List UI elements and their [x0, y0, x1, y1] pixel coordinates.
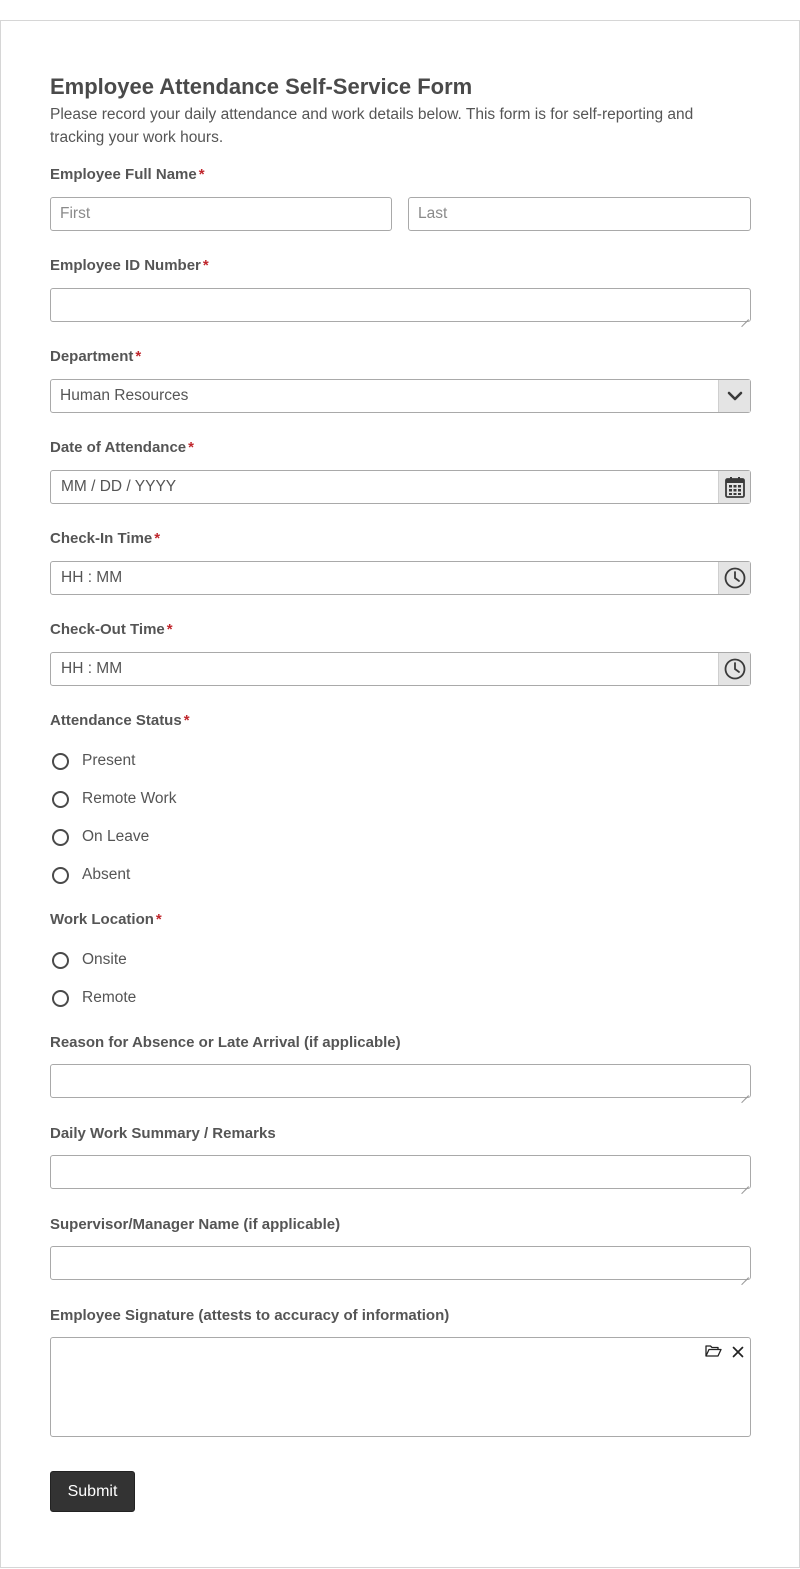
- required-marker: *: [135, 348, 142, 365]
- work-location-label-text: Work Location: [50, 911, 154, 928]
- radio-button[interactable]: [52, 753, 69, 770]
- radio-button[interactable]: [52, 867, 69, 884]
- name-label: [50, 166, 205, 183]
- check-out-label-text: Check-Out Time: [50, 621, 165, 638]
- radio-option-label: Remote Work: [82, 790, 177, 807]
- resize-handle[interactable]: [741, 312, 749, 320]
- check-in-input[interactable]: [50, 561, 751, 595]
- required-marker: *: [166, 621, 173, 638]
- calendar-button[interactable]: [718, 471, 750, 503]
- reason-field[interactable]: [50, 1064, 751, 1098]
- dropdown-toggle[interactable]: [718, 380, 750, 412]
- resize-handle[interactable]: [741, 1270, 749, 1278]
- radio-option-present[interactable]: [50, 750, 135, 772]
- radio-button[interactable]: [52, 791, 69, 808]
- check-in-time-button[interactable]: [718, 562, 750, 594]
- radio-button[interactable]: [52, 990, 69, 1007]
- date-label-text: Date of Attendance: [50, 439, 187, 456]
- calendar-icon: [725, 476, 745, 498]
- signature-label: Employee Signature (attests to accuracy of information): [50, 1307, 450, 1324]
- name-label-text: Employee Full Name: [50, 166, 197, 183]
- check-in-placeholder: HH : MM: [61, 569, 123, 586]
- supervisor-field[interactable]: [50, 1246, 751, 1280]
- department-selected-value: Human Resources: [60, 387, 189, 404]
- form-description: Please record your daily attendance and work details below. This form is for self-reporting and tracking your work hours.: [50, 106, 694, 146]
- check-out-time-button[interactable]: [718, 653, 750, 685]
- required-marker: *: [188, 439, 194, 456]
- radio-option-remote-work[interactable]: [50, 788, 176, 810]
- clock-icon: [724, 658, 746, 680]
- date-label: [50, 439, 194, 456]
- check-out-placeholder: HH : MM: [61, 660, 123, 677]
- chevron-down-icon: [727, 390, 743, 402]
- check-in-label-text: Check-In Time: [50, 530, 153, 547]
- required-marker: *: [198, 166, 205, 183]
- first-name-input[interactable]: [50, 197, 392, 231]
- last-name-placeholder: Last: [418, 205, 448, 222]
- required-marker: *: [155, 911, 162, 928]
- supervisor-label: Supervisor/Manager Name (if applicable): [50, 1216, 341, 1233]
- reason-label: Reason for Absence or Late Arrival (if applicable): [50, 1034, 401, 1051]
- resize-handle[interactable]: [741, 1179, 749, 1187]
- employee-id-label-text: Employee ID Number: [50, 257, 201, 274]
- check-out-input[interactable]: [50, 652, 751, 686]
- form-title: Employee Attendance Self-Service Form: [50, 74, 473, 99]
- required-marker: *: [183, 712, 190, 729]
- radio-option-label: On Leave: [82, 828, 150, 845]
- summary-label: Daily Work Summary / Remarks: [50, 1125, 276, 1142]
- radio-option-absent[interactable]: [50, 864, 130, 886]
- form-container: [0, 20, 800, 1568]
- attendance-status-label-text: Attendance Status: [50, 712, 182, 729]
- department-select[interactable]: [50, 379, 751, 413]
- check-in-label: [50, 530, 160, 547]
- summary-field[interactable]: [50, 1155, 751, 1189]
- radio-option-label: Onsite: [82, 951, 127, 968]
- department-label-text: Department: [50, 348, 134, 365]
- check-out-label: [50, 621, 173, 638]
- signature-open-button[interactable]: [705, 1344, 722, 1363]
- signature-pad[interactable]: [50, 1337, 751, 1437]
- radio-button[interactable]: [52, 952, 69, 969]
- attendance-status-label: [50, 712, 190, 729]
- radio-option-label: Remote: [82, 989, 137, 1006]
- close-icon: [732, 1346, 744, 1358]
- resize-handle[interactable]: [741, 1088, 749, 1096]
- folder-open-icon: [705, 1344, 722, 1358]
- radio-option-label: Absent: [82, 866, 131, 883]
- last-name-input[interactable]: [408, 197, 751, 231]
- employee-id-label: [50, 257, 209, 274]
- submit-button[interactable]: Submit: [50, 1471, 135, 1512]
- employee-id-field[interactable]: [50, 288, 751, 322]
- required-marker: *: [202, 257, 209, 274]
- radio-option-onsite[interactable]: [50, 949, 127, 971]
- department-label: [50, 348, 141, 365]
- required-marker: *: [154, 530, 161, 547]
- radio-option-on-leave[interactable]: [50, 826, 149, 848]
- radio-option-label: Present: [82, 752, 136, 769]
- date-input[interactable]: [50, 470, 751, 504]
- radio-button[interactable]: [52, 829, 69, 846]
- clock-icon: [724, 567, 746, 589]
- first-name-placeholder: First: [60, 205, 91, 222]
- signature-clear-button[interactable]: [732, 1345, 744, 1363]
- radio-option-remote[interactable]: [50, 987, 136, 1009]
- work-location-label: [50, 911, 162, 928]
- date-placeholder: MM / DD / YYYY: [61, 478, 177, 495]
